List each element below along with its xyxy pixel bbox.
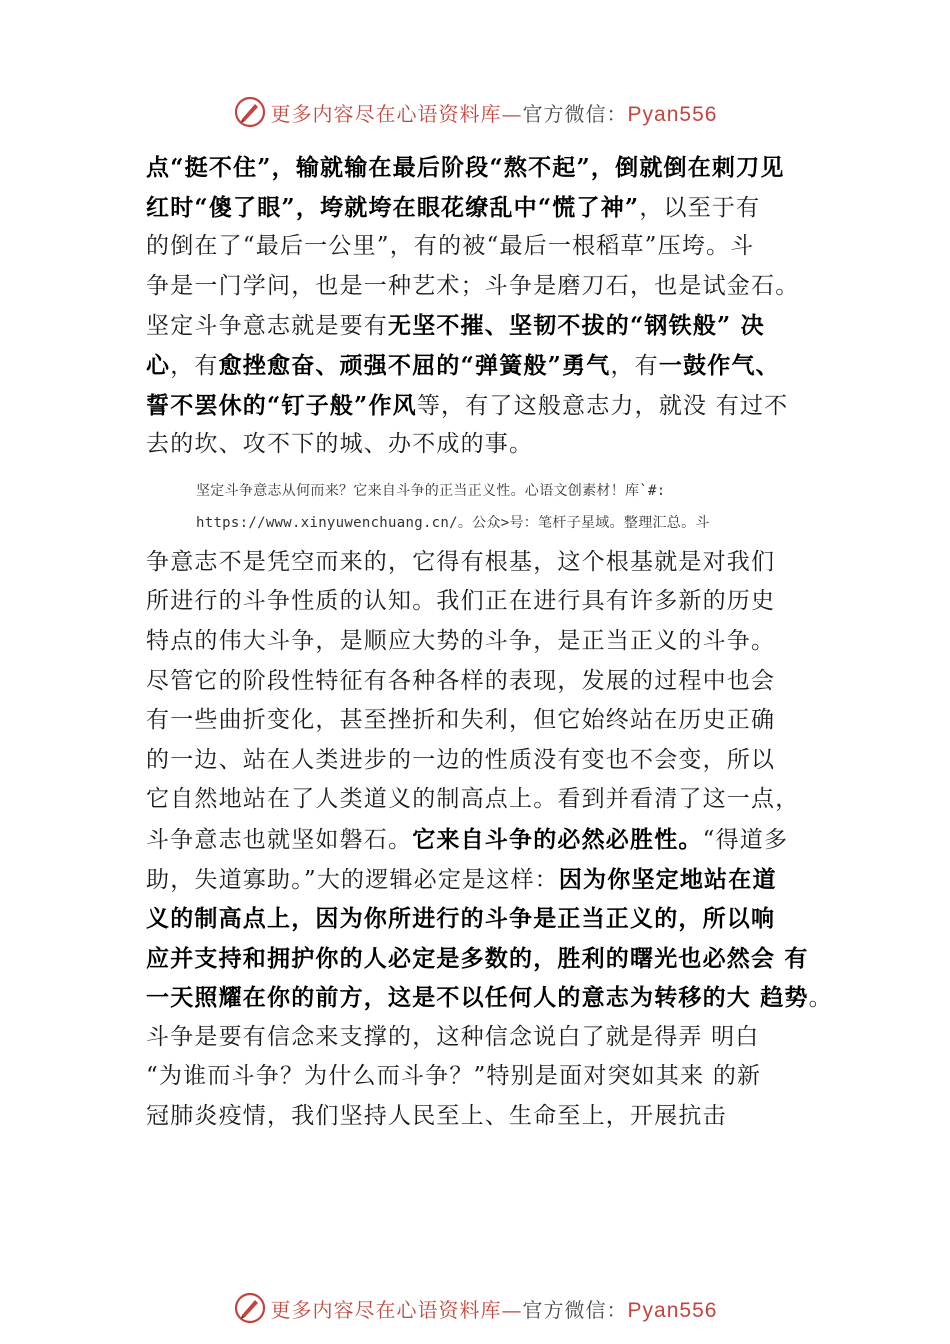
bold-text-run: 一天照耀在你的前方，这是不以任何人的意志为转移的大 趋势 xyxy=(146,984,809,1012)
text-run: 。 xyxy=(808,985,833,1012)
bold-text-run: 愈挫愈奋、顽强不屈的“弹簧般”勇气 xyxy=(218,351,611,379)
bold-text-run: 心 xyxy=(146,351,171,379)
text-run: 它自然地站在了人类道义的制高点上。看到并看清了这一点， xyxy=(146,786,800,813)
text-line xyxy=(146,148,846,188)
text-run: 特点的伟大斗争，是顺应大势的斗争，是正当正义的斗争。 xyxy=(146,627,776,654)
page-footer xyxy=(0,1288,950,1328)
text-line xyxy=(146,425,846,465)
text-line xyxy=(146,1018,846,1058)
note-line-1: 坚定斗争意志从何而来？它来自斗争的正当正义性。心语文创素材！库`#: xyxy=(196,482,666,499)
text-line xyxy=(146,899,846,939)
text-run: 有一些曲折变化，甚至挫折和失利，但它始终站在历史正确 xyxy=(146,707,776,734)
text-line xyxy=(146,188,846,228)
text-run: 斗争是要有信念来支撑的，这种信念说白了就是得弄 明白 xyxy=(146,1023,760,1050)
text-run: “为谁而斗争？为什么而斗争？”特别是面对突如其来 的新 xyxy=(146,1063,762,1090)
footer-brand: 更多内容尽在心语资料库 xyxy=(270,1297,502,1322)
text-run: “得道多 xyxy=(702,826,789,853)
bold-text-run: 它来自斗争的必然必胜性。 xyxy=(412,825,703,853)
text-line xyxy=(146,662,846,702)
bold-text-run: 无坚不摧、坚韧不拔的“钢铁般” 决 xyxy=(388,312,765,340)
text-line xyxy=(146,622,846,662)
footer-dash: — xyxy=(501,1297,523,1322)
bold-text-run: 红时“傻了眼”，垮就垮在眼花缭乱中“慌了神” xyxy=(146,193,640,221)
bold-text-run: 应并支持和拥护你的人必定是多数的，胜利的曙光也必然会 有 xyxy=(146,944,809,972)
text-run: 等，有了这般意志力，就没 有过不 xyxy=(416,392,789,419)
text-run: 的倒在了“最后一公里”，有的被“最后一根稻草”压垮。斗 xyxy=(146,233,755,260)
page-header xyxy=(0,92,950,132)
text-run: 斗争意志也就坚如磐石。 xyxy=(146,826,413,853)
text-line xyxy=(146,582,846,622)
brand-logo-icon xyxy=(233,1291,267,1325)
text-line xyxy=(146,306,846,346)
bold-text-run: 点“挺不住”，输就输在最后阶段“熬不起”，倒就倒在刺刀见 xyxy=(146,154,785,181)
header-wechat-label: 官方微信： xyxy=(522,101,628,126)
text-line xyxy=(146,227,846,267)
text-line xyxy=(146,780,846,820)
text-line xyxy=(146,939,846,979)
brand-logo-icon xyxy=(233,95,267,129)
text-line xyxy=(146,543,846,583)
text-line xyxy=(146,978,846,1018)
text-run: 争意志不是凭空而来的，它得有根基，这个根基就是对我们 xyxy=(146,548,776,575)
document-body xyxy=(146,148,846,1137)
text-line xyxy=(146,267,846,307)
bold-text-run: 一鼓作气、 xyxy=(658,351,780,379)
bold-text-run: 誓不罢休的“钉子般”作风 xyxy=(146,391,417,419)
footer-account: Pyan556 xyxy=(627,1298,718,1322)
text-line xyxy=(146,386,846,426)
text-run: 助，失道寡助。”大的逻辑必定是这样： xyxy=(146,866,559,893)
text-line xyxy=(146,1057,846,1097)
text-line xyxy=(146,860,846,900)
text-line xyxy=(146,346,846,386)
footer-text xyxy=(271,1294,718,1323)
header-dash: — xyxy=(501,101,523,126)
header-text xyxy=(271,98,718,127)
text-run: ，有 xyxy=(170,352,219,379)
text-run: ，以至于有 xyxy=(639,194,761,221)
header-brand: 更多内容尽在心语资料库 xyxy=(270,101,502,126)
bold-text-run: 因为你坚定地站在道 xyxy=(558,865,777,893)
paragraph-2 xyxy=(146,543,846,1137)
text-run: 尽管它的阶段性特征有各种各样的表现，发展的过程中也会 xyxy=(146,667,776,694)
paragraph-1 xyxy=(146,148,846,465)
text-line xyxy=(146,1097,846,1137)
text-run: ，有 xyxy=(610,352,659,379)
text-line xyxy=(146,820,846,860)
text-run: 去的坎、攻不下的城、办不成的事。 xyxy=(146,431,534,458)
text-line xyxy=(146,701,846,741)
text-run: 争是一门学问，也是一种艺术；斗争是磨刀石，也是试金石。 xyxy=(146,272,800,299)
text-run: 所进行的斗争性质的认知。我们正在进行具有许多新的历史 xyxy=(146,588,776,615)
note-line-2: https://www.xinyuwenchuang.cn/。公众>号：笔杆子星域。整理汇总。斗 xyxy=(196,514,710,531)
text-run: 坚定斗争意志就是要有 xyxy=(146,313,388,340)
text-run: 的一边、站在人类进步的一边的性质没有变也不会变，所以 xyxy=(146,746,776,773)
header-account: Pyan556 xyxy=(627,102,718,126)
text-run: 冠肺炎疫情，我们坚持人民至上、生命至上，开展抗击 xyxy=(146,1103,727,1130)
text-line xyxy=(146,741,846,781)
bold-text-run: 义的制高点上，因为你所进行的斗争是正当正义的，所以响 xyxy=(146,905,776,933)
footer-wechat-label: 官方微信： xyxy=(522,1297,628,1322)
